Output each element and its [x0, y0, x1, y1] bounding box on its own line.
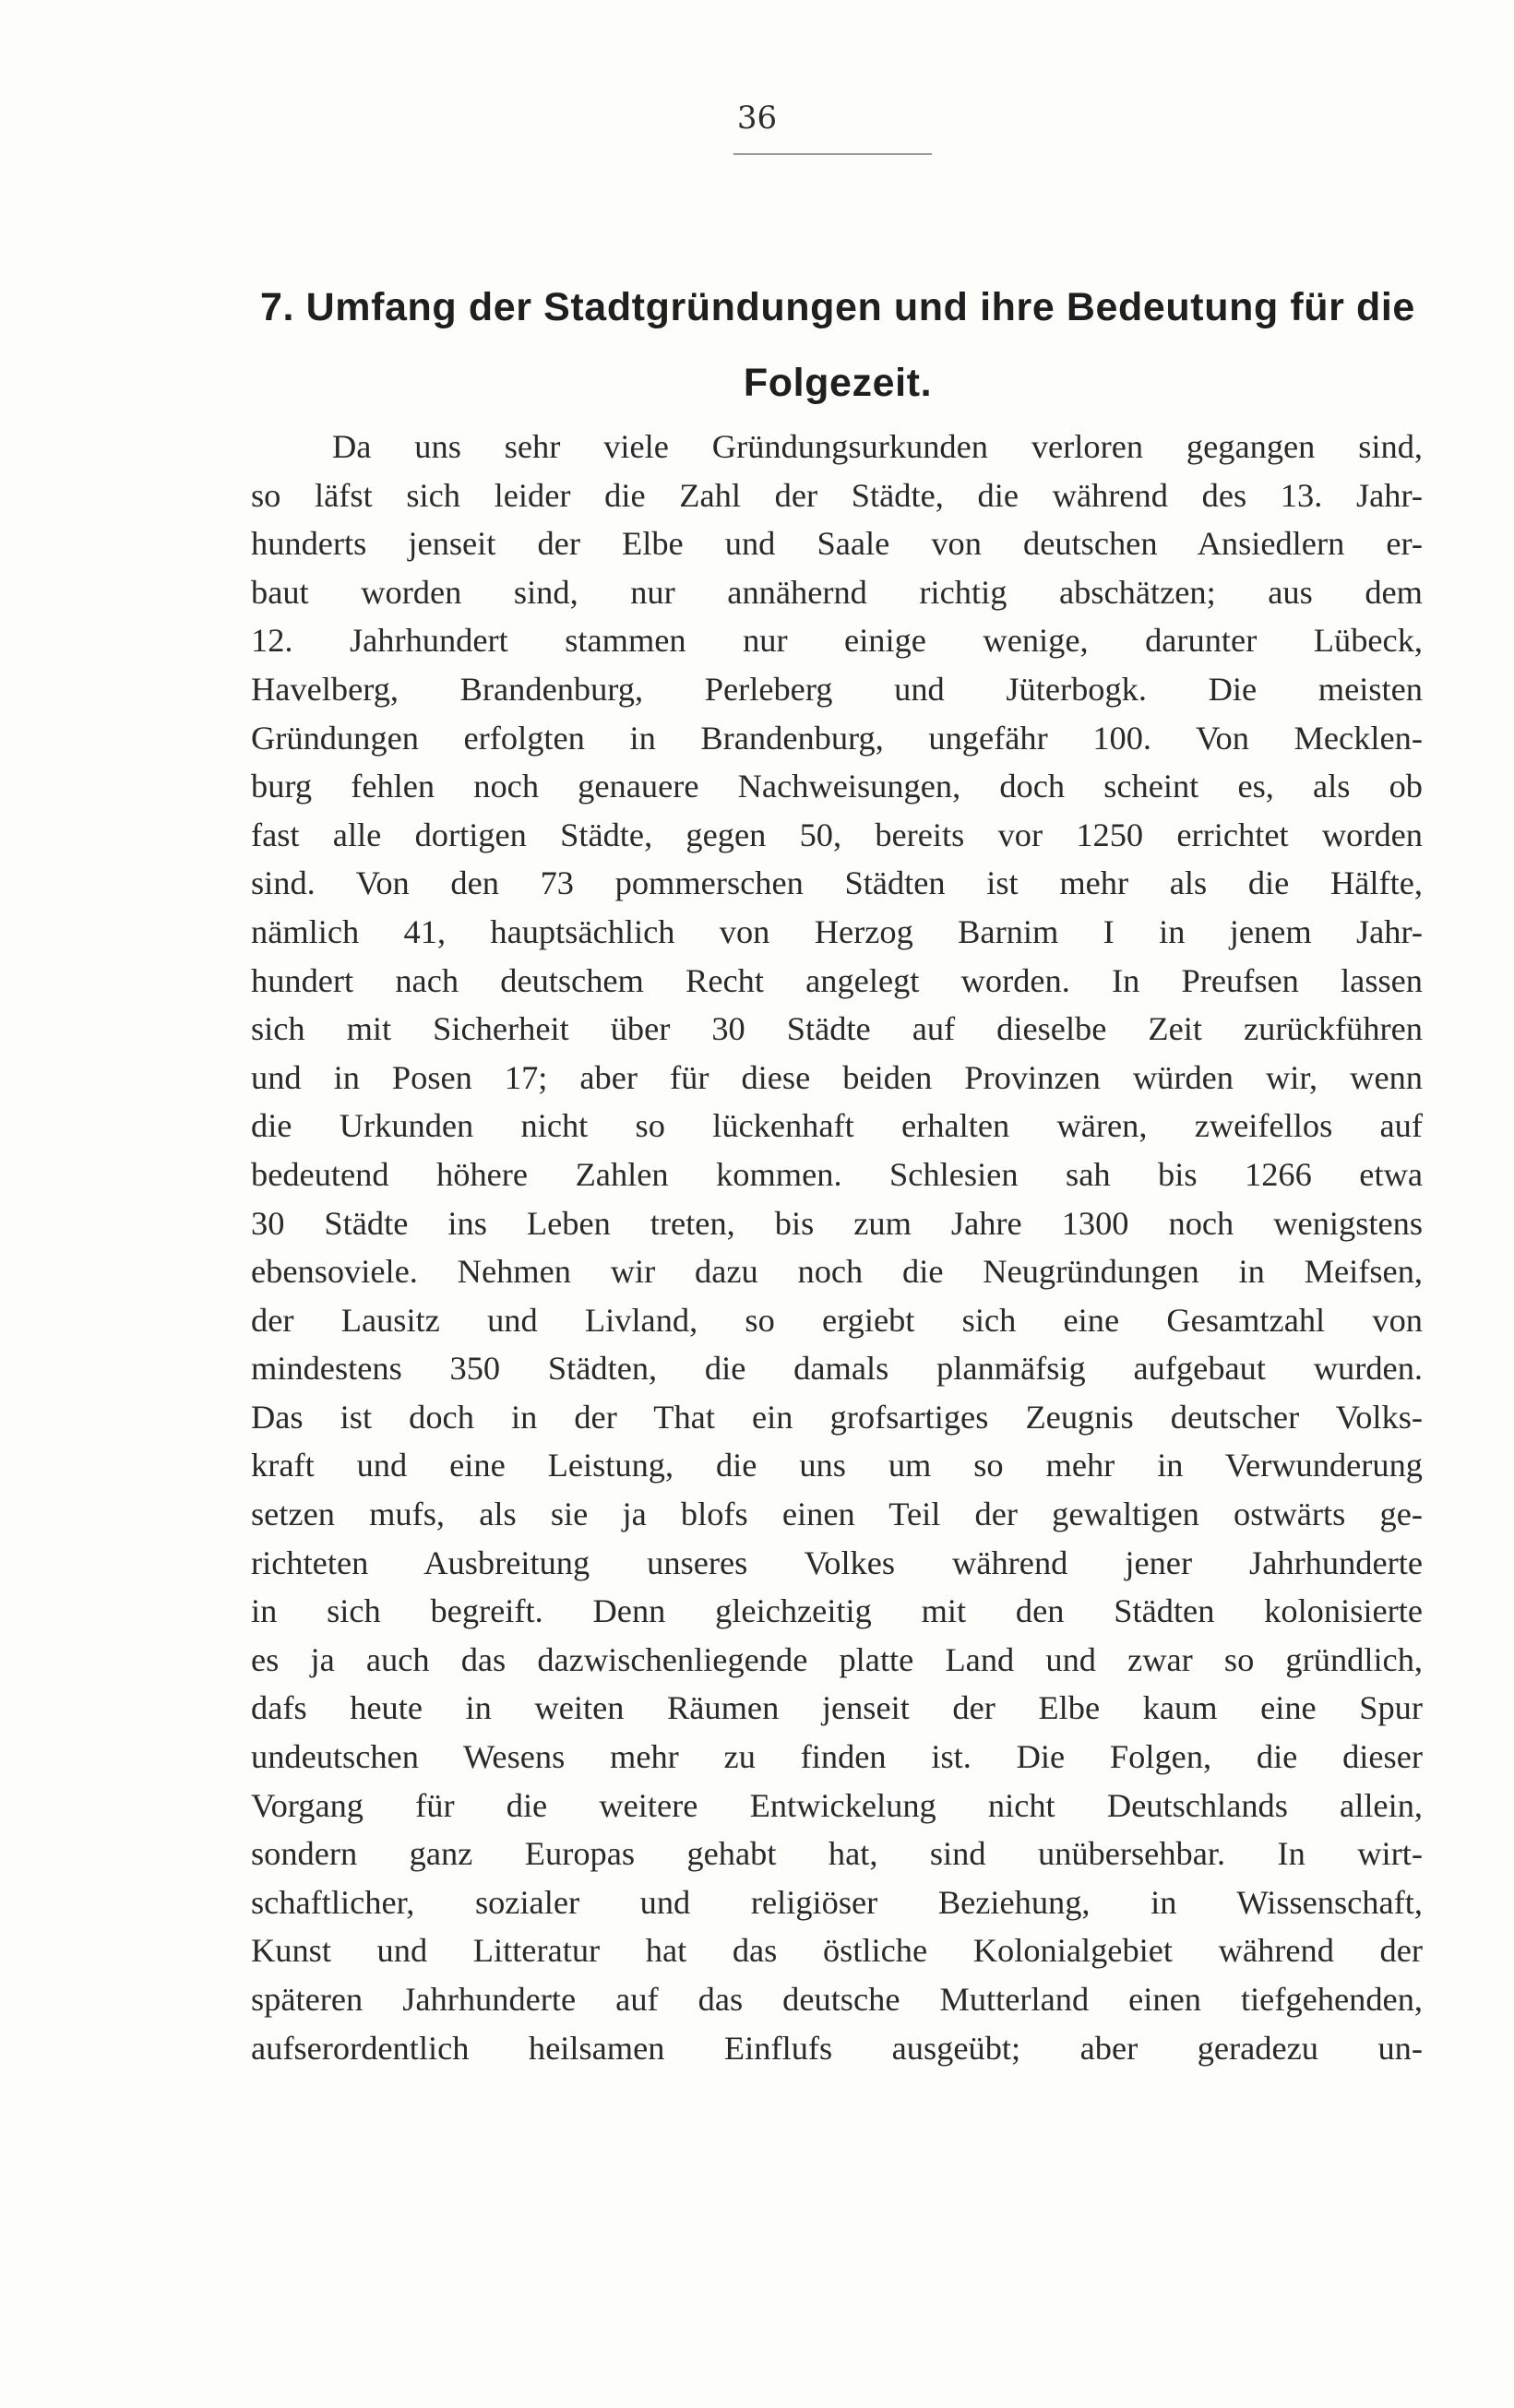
text-line: schaftlicher, sozialer und religiöser Beziehung, in Wissenschaft,	[251, 1883, 1423, 1921]
text-line: späteren Jahrhunderte auf das deutsche Mutterland einen tiefgehenden,	[251, 1981, 1423, 2018]
text-line: Havelberg, Brandenburg, Perleberg und Jüterbogk. Die meisten	[251, 670, 1423, 708]
text-line: sind. Von den 73 pommerschen Städten ist mehr als die Hälfte,	[251, 864, 1423, 902]
text-line: Vorgang für die weitere Entwickelung nicht Deutschlands allein,	[251, 1786, 1423, 1824]
text-line: dafs heute in weiten Räumen jenseit der Elbe kaum eine Spur	[251, 1689, 1423, 1727]
chapter-title: 7. Umfang der Stadtgründungen und ihre Bedeutung für die Folgezeit.	[260, 285, 1415, 405]
text-line: sondern ganz Europas gehabt hat, sind unübersehbar. In wirt-	[251, 1835, 1423, 1873]
text-line: Kunst und Litteratur hat das östliche Kolonialgebiet während der	[251, 1932, 1423, 1970]
text-line: undeutschen Wesens mehr zu finden ist. Die Folgen, die dieser	[251, 1738, 1423, 1776]
text-line: setzen mufs, als sie ja blofs einen Teil der gewaltigen ostwärts ge-	[251, 1496, 1423, 1533]
text-line: 30 Städte ins Leben treten, bis zum Jahre 1300 noch wenigstens	[251, 1204, 1423, 1242]
text-line: Da uns sehr viele Gründungsurkunden verloren gegangen sind,	[332, 428, 1423, 465]
text-line: aufserordentlich heilsamen Einflufs ausgeübt; aber geradezu un-	[251, 2029, 1423, 2067]
text-line: so läfst sich leider die Zahl der Städte, die während des 13. Jahr-	[251, 476, 1423, 514]
text-line: in sich begreift. Denn gleichzeitig mit den Städten kolonisierte	[251, 1592, 1423, 1630]
page-number: 36	[736, 100, 778, 137]
text-line: nämlich 41, hauptsächlich von Herzog Barnim I in jenem Jahr-	[251, 912, 1423, 950]
text-line: Gründungen erfolgten in Brandenburg, ungefähr 100. Von Mecklen-	[251, 719, 1423, 757]
text-line: bedeutend höhere Zahlen kommen. Schlesien sah bis 1266 etwa	[251, 1155, 1423, 1193]
text-line: fast alle dortigen Städte, gegen 50, bereits vor 1250 errichtet worden	[251, 816, 1423, 853]
text-line: Das ist doch in der That ein grofsartiges Zeugnis deutscher Volks-	[251, 1398, 1423, 1436]
text-line: mindestens 350 Städten, die damals planmäfsig aufgebaut wurden.	[251, 1350, 1423, 1388]
text-line: baut worden sind, nur annähernd richtig abschätzen; aus dem	[251, 573, 1423, 611]
text-line: es ja auch das dazwischenliegende platte Land und zwar so gründlich,	[251, 1640, 1423, 1678]
text-line: 12. Jahrhundert stammen nur einige wenige, darunter Lübeck,	[251, 622, 1423, 660]
text-line: sich mit Sicherheit über 30 Städte auf dieselbe Zeit zurückführen	[251, 1010, 1423, 1048]
text-line: burg fehlen noch genauere Nachweisungen, doch scheint es, als ob	[251, 768, 1423, 805]
body-text	[251, 423, 1423, 2072]
text-line: hunderts jenseit der Elbe und Saale von deutschen Ansiedlern er-	[251, 525, 1423, 563]
text-line: der Lausitz und Livland, so ergiebt sich eine Gesamtzahl von	[251, 1301, 1423, 1339]
text-line: und in Posen 17; aber für diese beiden Provinzen würden wir, wenn	[251, 1058, 1423, 1096]
text-line: richteten Ausbreitung unseres Volkes während jener Jahrhunderte	[251, 1544, 1423, 1581]
text-line: die Urkunden nicht so lückenhaft erhalten wären, zweifellos auf	[251, 1107, 1423, 1145]
text-line: hundert nach deutschem Recht angelegt worden. In Preufsen lassen	[251, 961, 1423, 999]
page-number-rule	[733, 153, 932, 155]
text-line: ebensoviele. Nehmen wir dazu noch die Neugründungen in Meifsen,	[251, 1253, 1423, 1291]
text-line: kraft und eine Leistung, die uns um so mehr in Verwunderung	[251, 1447, 1423, 1484]
